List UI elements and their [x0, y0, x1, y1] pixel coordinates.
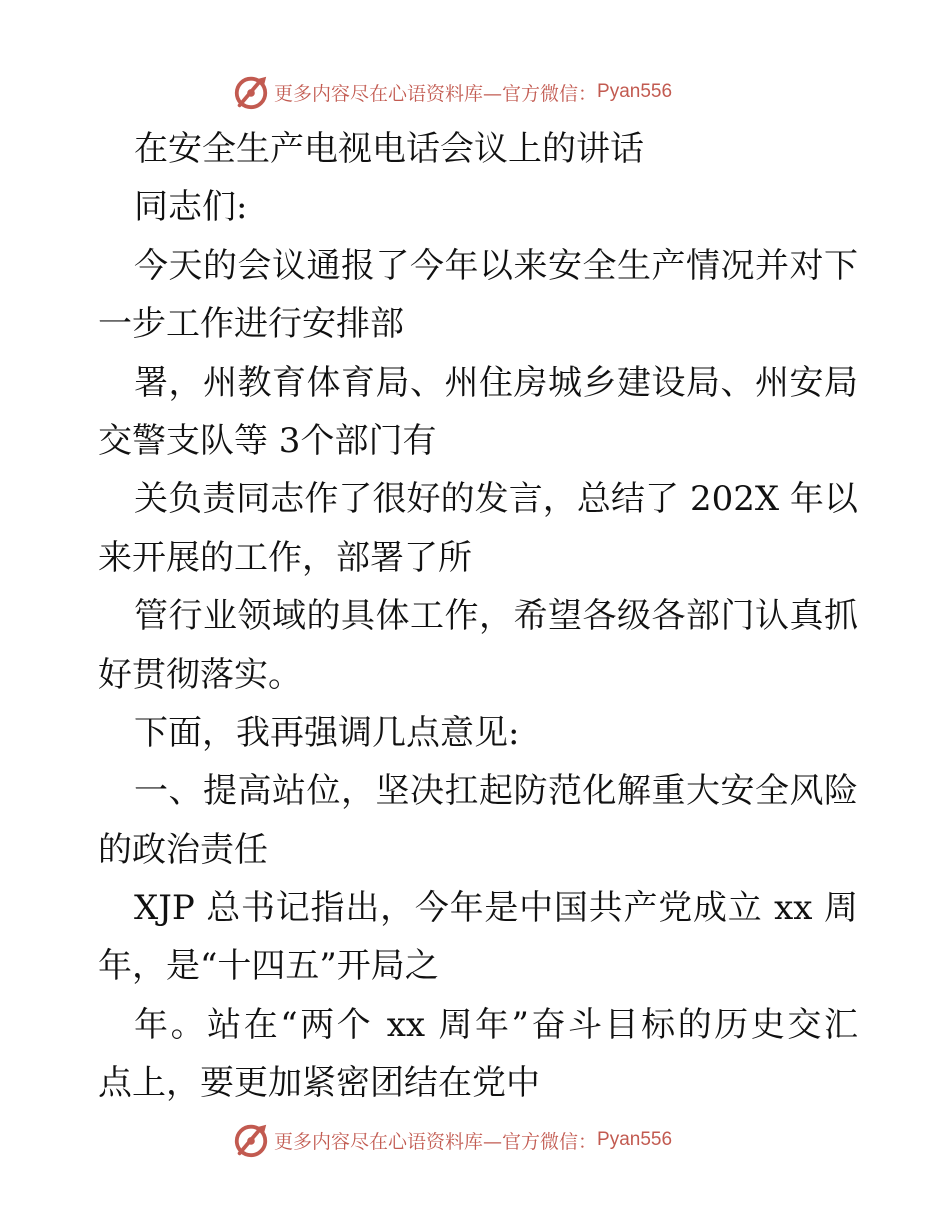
text-line: 交警支队等 3个部门有: [98, 420, 437, 461]
text-line: 今天的会议通报了今年以来安全生产情况并对下: [134, 245, 858, 286]
document-body: [98, 120, 858, 1113]
section-heading: 一、提高站位，坚决扛起防范化解重大安全风险: [134, 771, 858, 812]
watermark-text: 更多内容尽在心语资料库—官方微信：: [274, 1130, 598, 1153]
section-heading-continued: 的政治责任: [98, 829, 268, 870]
watermark-handle: Pyan556: [597, 1129, 673, 1150]
text-line: XJP 总书记指出，今年是中国共产党成立 xx 周: [134, 888, 858, 929]
text-line: 来开展的工作，部署了所: [98, 537, 472, 578]
footer-watermark: [232, 1120, 732, 1160]
text-line: 点上，要更加紧密团结在党中: [98, 1063, 540, 1104]
watermark-text: 更多内容尽在心语资料库—官方微信：: [274, 82, 598, 105]
text-line: 关负责同志作了很好的发言，总结了 202X 年以: [134, 479, 858, 520]
text-line: 年，是“十四五”开局之: [98, 946, 439, 987]
document-title: 在安全生产电视电话会议上的讲话: [134, 129, 644, 169]
salutation: 同志们:: [134, 187, 248, 228]
brush-logo-icon: [232, 73, 270, 111]
text-line: 年。站在“两个 xx 周年”奋斗目标的历史交汇: [134, 1004, 858, 1045]
text-line: 署，州教育体育局、州住房城乡建设局、州安局: [134, 362, 858, 403]
watermark-handle: Pyan556: [597, 81, 673, 102]
text-line: 下面，我再强调几点意见:: [134, 712, 520, 753]
text-line: 好贯彻落实。: [98, 654, 302, 695]
text-line: 一步工作进行安排部: [98, 304, 404, 345]
header-watermark: [232, 72, 732, 112]
text-line: 管行业领域的具体工作，希望各级各部门认真抓: [134, 596, 858, 637]
brush-logo-icon: [232, 1121, 270, 1159]
